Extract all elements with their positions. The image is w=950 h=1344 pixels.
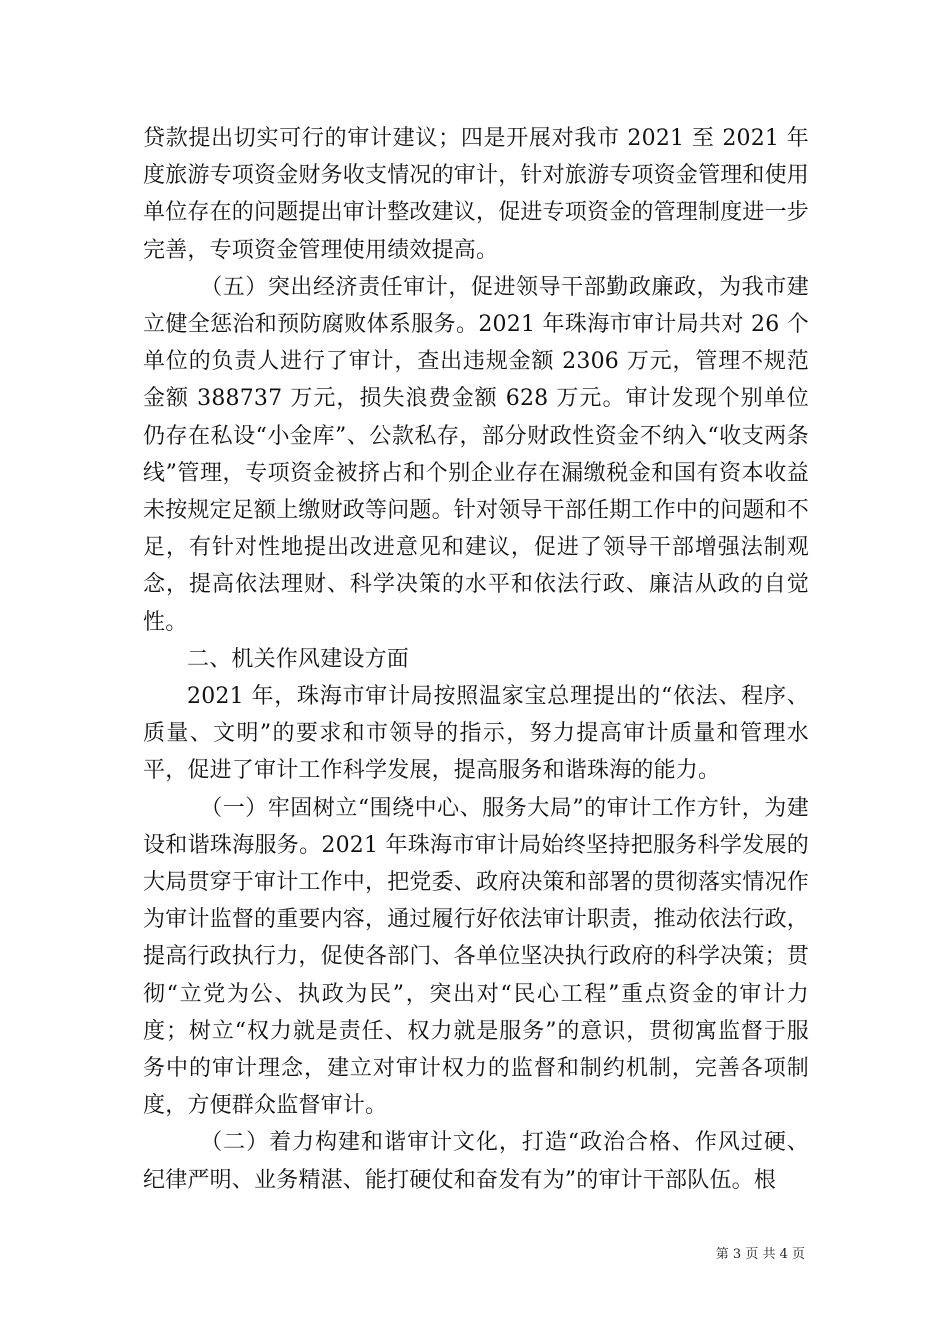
paragraph-work-style-intro: 2021 年，珠海市审计局按照温家宝总理提出的“依法、程序、质量、文明”的要求和市领导的指示，努力提高审计质量和管理水平，促进了审计工作科学发展，提高服务和谐珠海的能力。 [143, 684, 809, 784]
document-body [143, 120, 809, 1199]
paragraph-audit-culture: （二）着力构建和谐审计文化，打造“政治合格、作风过硬、纪律严明、业务精湛、能打硬仗和奋发有为”的审计干部队伍。根 [143, 1130, 809, 1193]
section-heading-work-style: 二、机关作风建设方面 [187, 646, 410, 672]
paragraph-audit-policy: （一）牢固树立“围绕中心、服务大局”的审计工作方针，为建设和谐珠海服务。2021 年珠海市审计局始终坚持把服务科学发展的大局贯穿于审计工作中，把党委、政府决策和部署的贯彻落实情况作为审计监督的重要内容，通过履行好依法审计职责，推动依法行政，提高行政执行力，促使各部门、各单位坚决执行政府的科学决策；贯彻“立党为公、执政为民”，突出对“民心工程”重点资金的审计力度；树立“权力就是责任、权力就是服务”的意识，贯彻寓监督于服务中的审计理念，建立对审计权力的监督和制约机制，完善各项制度，方便群众监督审计。 [143, 795, 810, 1119]
paragraph-economic-responsibility-audit: （五）突出经济责任审计，促进领导干部勤政廉政，为我市建立健全惩治和预防腐败体系服务。2021 年珠海市审计局共对 26 个单位的负责人进行了审计，查出违规金额 2306 万元，管理不规范金额 388737 万元，损失浪费金额 628 万元。审计发现个别单位仍存在私设“小金库”、公款私存，部分财政性资金不纳入“收支两条线”管理，专项资金被挤占和个别企业存在漏缴税金和国有资本收益未按规定足额上缴财政等问题。针对领导干部任期工作中的问题和不足，有针对性地提出改进意见和建议，促进了领导干部增强法制观念，提高依法理财、科学决策的水平和依法行政、廉洁从政的自觉性。 [143, 274, 810, 635]
page-number: 第 3 页 共 4 页 [715, 1247, 805, 1262]
paragraph-continuation: 贷款提出切实可行的审计建议；四是开展对我市 2021 至 2021 年度旅游专项资金财务收支情况的审计，针对旅游专项资金管理和使用单位存在的问题提出审计整改建议，促进专项资金的管理制度进一步完善，专项资金管理使用绩效提高。 [143, 126, 810, 263]
